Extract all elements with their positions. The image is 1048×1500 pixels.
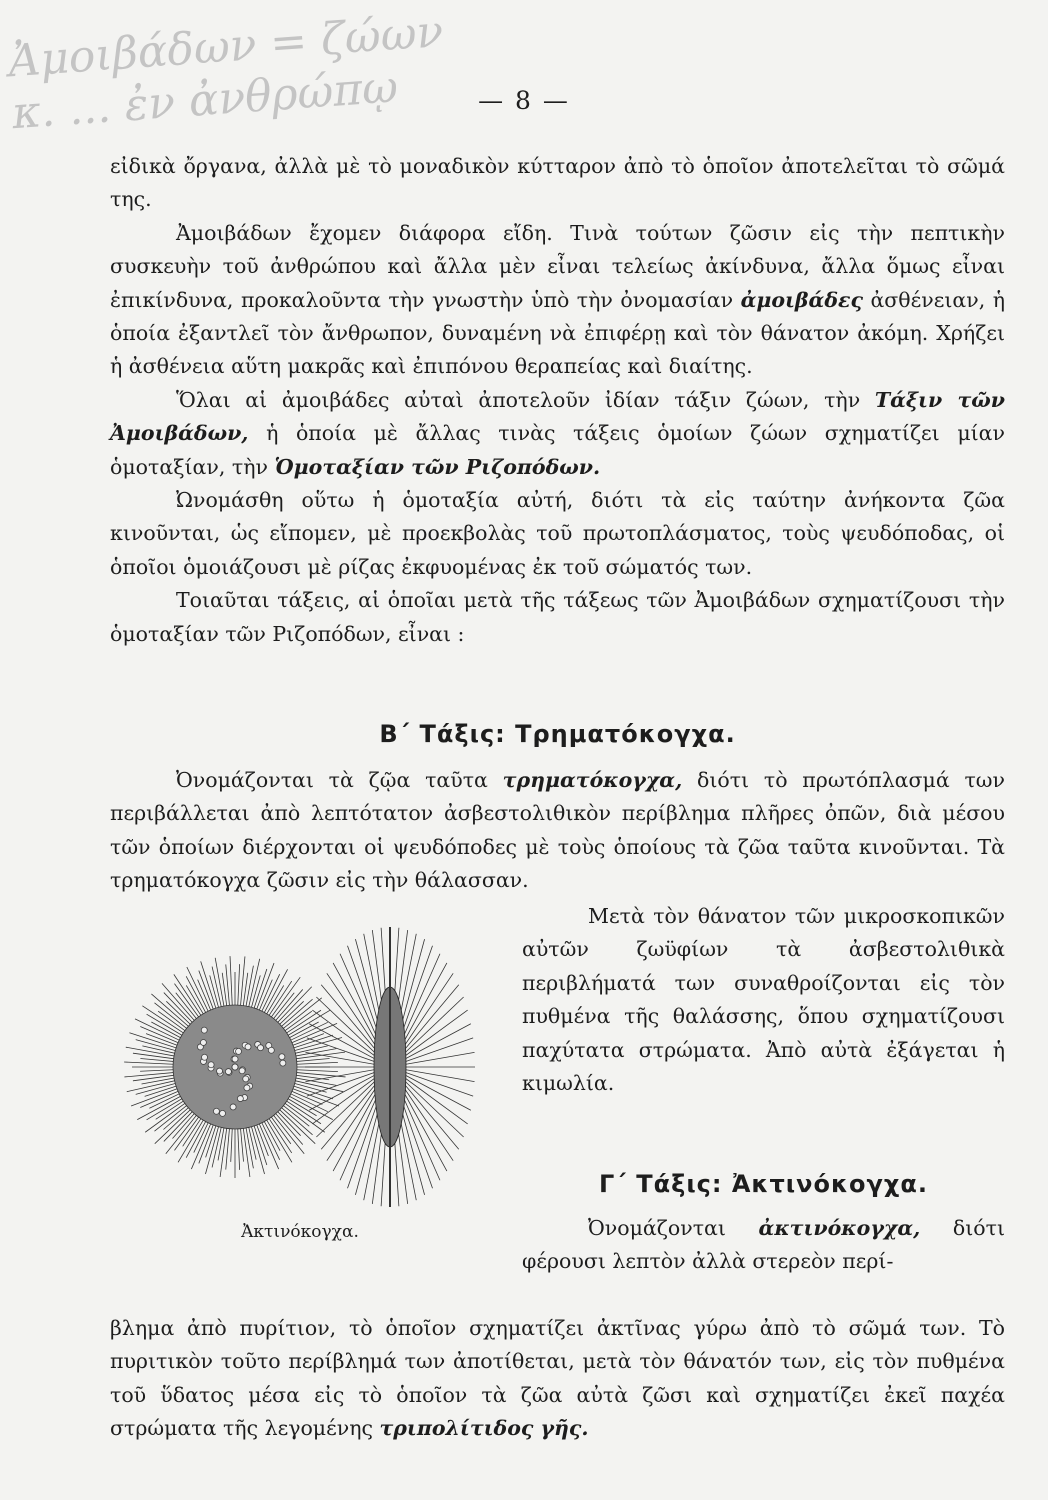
sphere-pore [244, 1085, 250, 1091]
sphere-pore [245, 1044, 251, 1050]
heading-aktinokogcha: Γ΄ Τάξις: Ἀκτινόκογχα. [599, 1170, 928, 1198]
sphere-pore [268, 1047, 274, 1053]
paragraph-4: Ὠνομάσθη οὕτω ἡ ὁμοταξία αὐτή, διότι τὰ εἰς ταύτην ἀνήκοντα ζῶα κινοῦνται, ὡς εἴπομεν, μὲ προεκβολὰς τοῦ πρωτοπλάσματος, τοὺς ψευδόποδας, οἱ ὁποῖοι ὁμοιάζουσι μὲ ρίζας ἐκφυομένας ἐκ τοῦ σώματός των. [110, 488, 1005, 579]
sphere-pore [220, 1110, 226, 1116]
sphere-pore [279, 1054, 285, 1060]
sphere-pore [236, 1048, 242, 1054]
sphere-pore [201, 1027, 207, 1033]
text-block-aktinokogcha-start [522, 1212, 1005, 1279]
sphere-pore [232, 1056, 238, 1062]
sphere-pore [200, 1039, 206, 1045]
paragraph-1: εἰδικὰ ὄργανα, ἀλλὰ μὲ τὸ μοναδικὸν κύτταρον ἀπὸ τὸ ὁποῖον ἀποτελεῖται τὸ σῶμά της. [110, 154, 1005, 212]
text-side-block [522, 900, 1005, 1100]
sphere-pore [230, 1104, 236, 1110]
sphere-pore [280, 1060, 286, 1066]
paragraph-5: Τοιαῦται τάξεις, αἱ ὁποῖαι μετὰ τῆς τάξεως τῶν Ἀμοιβάδων σχηματίζουσι τὴν ὁμοταξίαν τῶν Ριζοπόδων, εἶναι : [110, 588, 1005, 646]
paragraph-2: Ἀμοιβάδων ἔχομεν διάφορα εἴδη. Τινὰ τούτων ζῶσιν εἰς τὴν πεπτικὴν συσκευὴν τοῦ ἀνθρώπου καὶ ἄλλα μὲν εἶναι τελείως ἀκίνδυνα, ἄλλα ὅμως εἶναι ἐπικίνδυνα, προκαλοῦντα τὴν γνωστὴν ὑπὸ τὴν ὀνομασίαν ἀμοιβάδες ἀσθένειαν, ἡ ὁποία ἐξαντλεῖ τὸν ἄνθρωπον, δυναμένη νὰ ἐπιφέρῃ καὶ τὸν θάνατον ἀκόμη. Χρήζει ἡ ἀσθένεια αὕτη μακρᾶς καὶ ἐπιπόνου θεραπείας καὶ διαίτης. [110, 220, 1005, 379]
sphere-pore [239, 1068, 245, 1074]
term-omotaxia-rizopodon: Ὁμοταξίαν τῶν Ριζοπόδων. [274, 454, 601, 479]
aktinokogcha-illustration [120, 922, 480, 1212]
page-number: — 8 — [478, 86, 570, 115]
handwritten-note: Ἀμοιβάδων = ζώων κ. ... ἐν ἀνθρώπῳ [6, 6, 445, 140]
paragraph-trimatokogcha: Ὀνομάζονται τὰ ζῷα ταῦτα τρηματόκογχα, διότι τὸ πρωτόπλασμά των περιβάλλεται ἀπὸ λεπτότατον ἀσβεστολιθικὸν περίβλημα πλῆρες ὀπῶν, διὰ μέσου τῶν ὁποίων διέρχονται οἱ ψευδόποδες μὲ τοὺς ὁποίους τὰ ζῶα ταῦτα κινοῦνται. Τὰ τρηματόκογχα ζῶσιν εἰς τὴν θάλασσαν. [110, 768, 1005, 893]
paragraph-kimolia: Μετὰ τὸν θάνατον τῶν μικροσκοπικῶν αὐτῶν ζωϋφίων τὰ ἀσβεστολιθικὰ περιβλήματά των συναθροίζονται εἰς τὸν πυθμένα τῆς θαλάσσης, ὅπου σχηματίζουσι παχύτατα στρώματα. Ἀπὸ αὐτὰ ἐξάγεται ἡ κιμωλία. [522, 904, 1005, 1096]
term-aktinokogcha: ἀκτινόκογχα, [758, 1216, 921, 1240]
figure-caption: Ἀκτινόκογχα. [241, 1222, 359, 1242]
term-tripolitidos-gis: τριπολίτιδος γῆς. [379, 1416, 589, 1441]
sphere-pore [217, 1068, 223, 1074]
paragraph-3: Ὅλαι αἱ ἀμοιβάδες αὐταὶ ἀποτελοῦν ἰδίαν τάξιν ζώων, τὴν Τάξιν τῶν Ἀμοιβάδων, ἡ ὁποία μὲ ἄλλας τινὰς τάξεις ὁμοίων ζώων σχηματίζει μίαν ὁμοταξίαν, τὴν Ὁμοταξίαν τῶν Ριζοπόδων. [110, 387, 1005, 479]
sphere-pore [202, 1054, 208, 1060]
sphere-pore [213, 1108, 219, 1114]
text-block-aktinokogcha-end [110, 1312, 1005, 1446]
radiolarian-spindle [305, 927, 475, 1207]
term-taxin-amoivadon: Τάξιν τῶν Ἀμοιβάδων, [110, 387, 1005, 446]
term-trimatokogcha: τρηματόκογχα, [502, 768, 683, 792]
sphere-pore [258, 1045, 264, 1051]
text-block-top [110, 150, 1005, 651]
paragraph-aktinokogcha-start: Ὀνομάζονται ἀκτινόκογχα, διότι φέρουσι λεπτὸν ἀλλὰ στερεὸν περί- [522, 1216, 1005, 1274]
sphere-pore [243, 1076, 249, 1082]
sphere-pore [208, 1062, 214, 1068]
text-block-trimatokogcha [110, 764, 1005, 898]
paragraph-aktinokogcha-end: βλημα ἀπὸ πυρίτιον, τὸ ὁποῖον σχηματίζει ἀκτῖνας γύρω ἀπὸ τὸ σῶμά των. Τὸ πυριτικὸν τοῦτο περίβλημά των ἀποτίθεται, μετὰ τὸν θάνατόν των, εἰς τὸν πυθμένα τοῦ ὕδατος μέσα εἰς τὸ ὁποῖον τὰ ζῶα αὐτὰ ζῶσι καὶ σχηματίζει ἐκεῖ παχέα στρώματα τῆς λεγομένης τριπολίτιδος γῆς. [110, 1316, 1005, 1441]
heading-trimatokogcha: Β΄ Τάξις: Τρηματόκογχα. [379, 720, 736, 748]
term-amoivades: ἀμοιβάδες [740, 287, 863, 312]
sphere-pore [232, 1064, 238, 1070]
sphere-pore [225, 1069, 231, 1075]
sphere-pore [237, 1096, 243, 1102]
